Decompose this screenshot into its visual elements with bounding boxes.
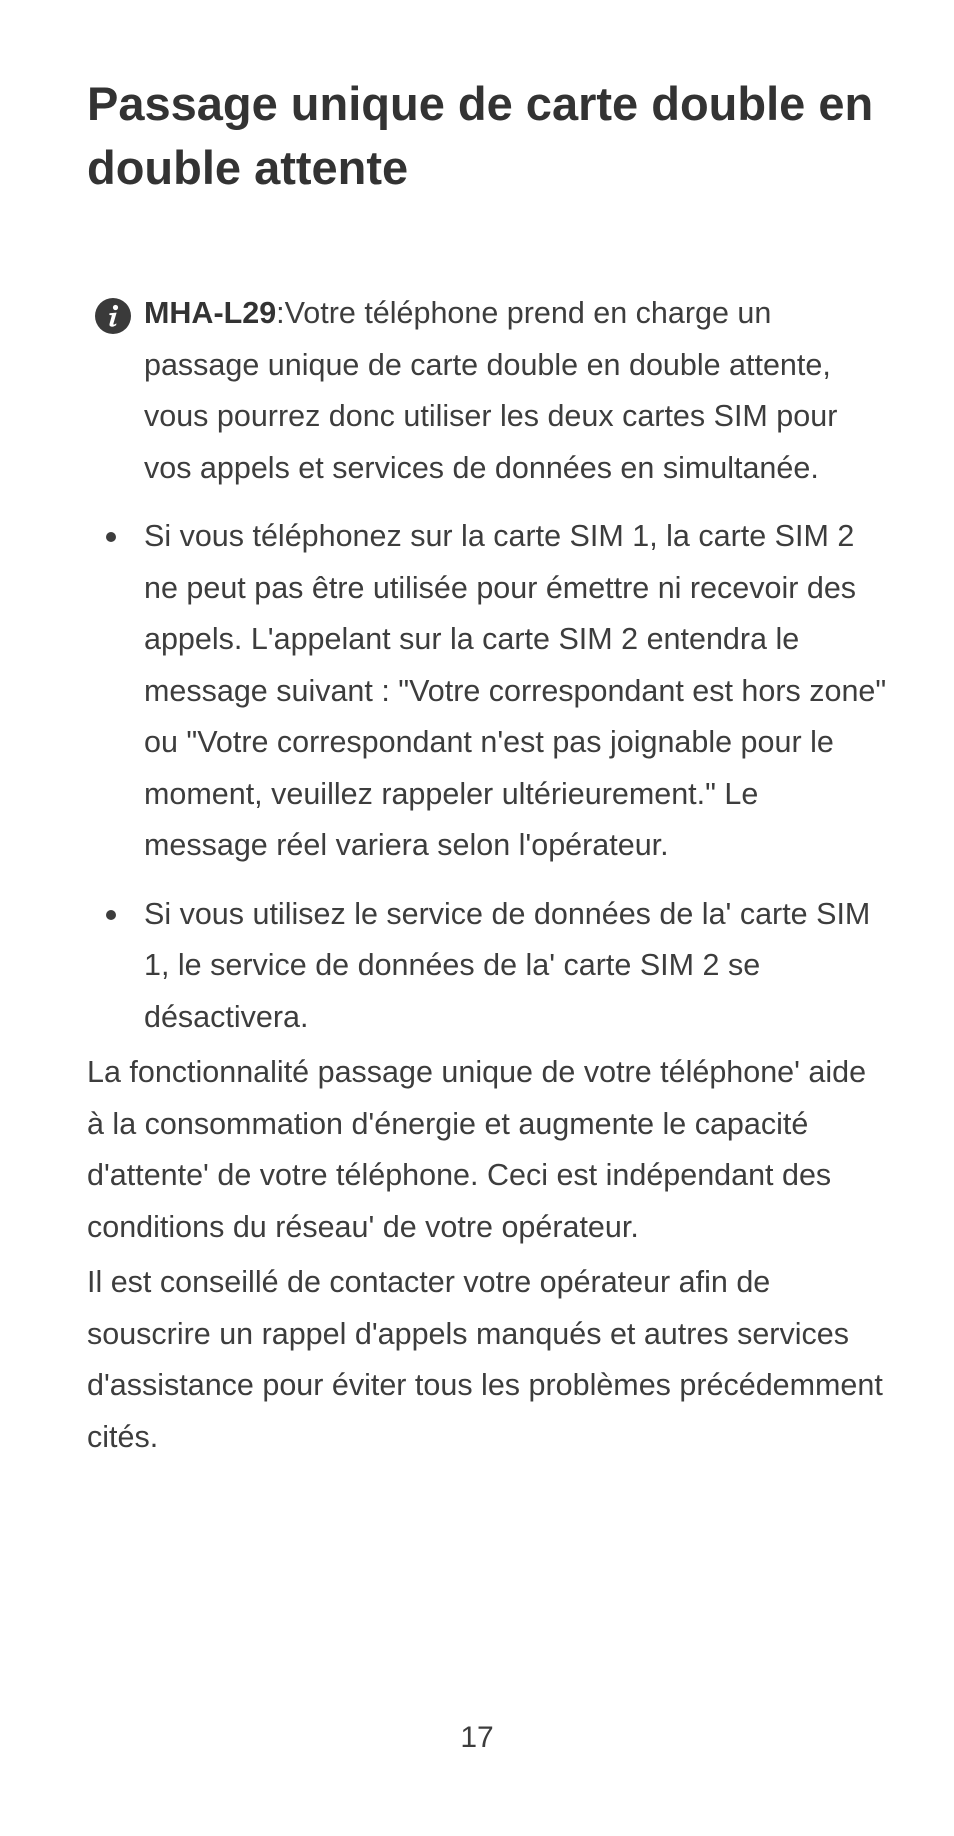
page-number: 17 [460,1721,494,1754]
content-body [87,288,887,1467]
bullet-item [87,889,887,1044]
bullet-text: Si vous téléphonez sur la carte SIM 1, la carte SIM 2 ne peut pas être utilisée pour émettre ni recevoir des appels. L'appelant sur la carte SIM 2 entendra le message suivant : "Votre correspondant est hors zone" ou "Votre correspondant n'est pas joignable pour le moment, veuillez rappeler ultérieurement." Le message réel variera selon l'opérateur. [144,519,887,862]
bullet-text: Si vous utilisez le service de données de la' carte SIM 1, le service de données de la' carte SIM 2 se désactivera. [144,896,871,1034]
bullet-list [87,511,887,1043]
bullet-dot-icon [106,910,116,920]
note-model-name: MHA-L29 [144,296,277,330]
info-icon [95,298,131,334]
note-text: :Votre téléphone prend en charge un passage unique de carte double en double attente, vous pourrez donc utiliser les deux cartes SIM pour vos appels et services de données en simultanée. [144,296,838,485]
paragraph: La fonctionnalité passage unique de votre téléphone' aide à la consommation d'énergie et augmente le capacité d'attente' de votre téléphone. Ceci est indépendant des conditions du réseau' de votre opérateur. [87,1055,867,1244]
bullet-item [87,511,887,872]
info-note [87,288,887,494]
paragraph: Il est conseillé de contacter votre opérateur afin de souscrire un rappel d'appels manqués et autres services d'assistance pour éviter tous les problèmes précédemment cités. [87,1265,883,1454]
bullet-dot-icon [106,532,116,542]
page-title: Passage unique de carte double en double attente [87,77,874,194]
